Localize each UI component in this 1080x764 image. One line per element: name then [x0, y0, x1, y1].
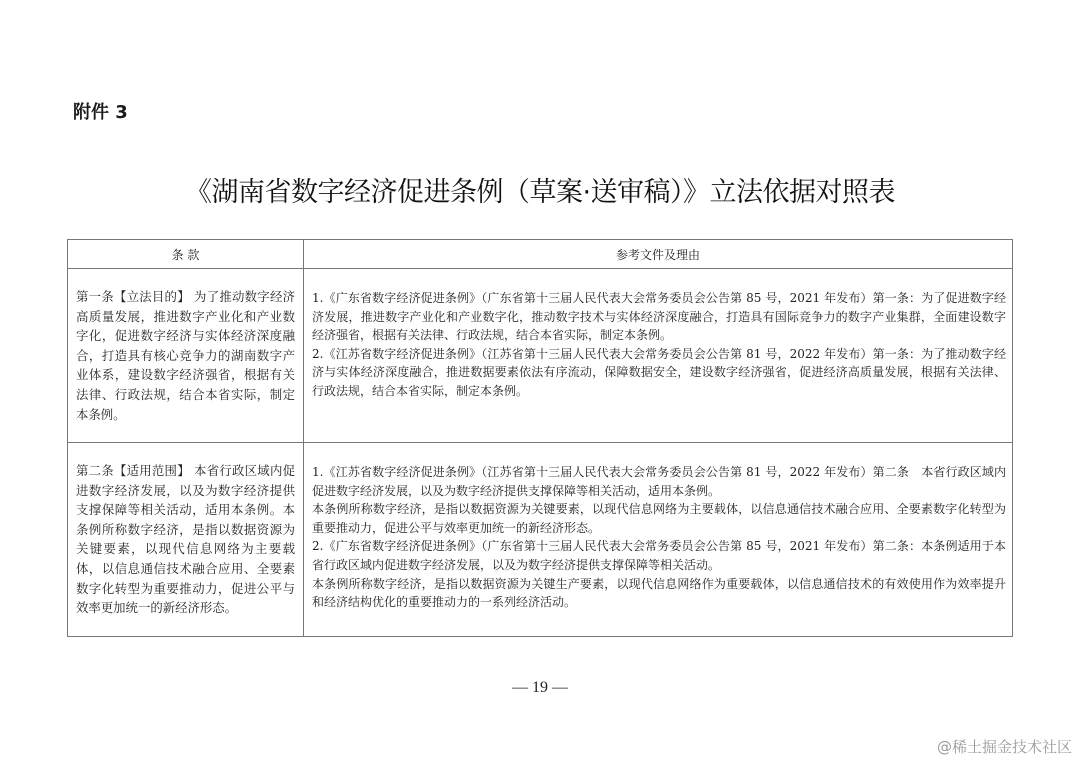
reference-paragraph: 2.《江苏省数字经济促进条例》（江苏省第十三届人民代表大会常务委员会公告第 81 号，2022 年发布）第一条：为了推动数字经济与实体经济深度融合，推进数据要素依法有序流动，保障数据安全，建设数字经济强省，促进经济高质量发展，根据有关法律、行政法规，结合本省实际，制定本条例。 [312, 346, 1006, 398]
header-references: 参考文件及理由 [304, 240, 1013, 269]
clause-cell [68, 269, 304, 443]
attachment-label: 附件 3 [73, 102, 128, 123]
clause-text: 第二条【适用范围】 本省行政区域内促进数字经济发展，以及为数字经济提供支撑保障等相关活动，适用本条例。本条例所称数字经济，是指以数据资源为关键要素，以现代信息网络为主要载体，以信息通信技术融合应用、全要素数字化转型为重要推动力，促进公平与效率更加统一的新经济形态。 [76, 463, 295, 616]
reference-cell [304, 269, 1013, 443]
reference-paragraph: 1.《广东省数字经济促进条例》（广东省第十三届人民代表大会常务委员会公告第 85 号，2021 年发布）第一条：为了促进数字经济发展，推进数字产业化和产业数字化，推动数字技术与实体经济深度融合，打造具有国际竞争力的数字产业集群，全面建设数字经济强省，根据有关法律、行政法规，结合本省实际，制定本条例。 [312, 291, 1006, 343]
page-number: — 19 — [512, 679, 568, 696]
table-header-row [68, 240, 1013, 269]
reference-paragraph: 本条例所称数字经济，是指以数据资源为关键要素，以现代信息网络为主要载体，以信息通信技术融合应用、全要素数字化转型为重要推动力，促进公平与效率更加统一的新经济形态。 [312, 502, 1006, 535]
header-clause: 条 款 [68, 240, 304, 269]
comparison-table [67, 239, 1013, 637]
reference-cell [304, 443, 1013, 637]
reference-paragraph: 1.《江苏省数字经济促进条例》（江苏省第十三届人民代表大会常务委员会公告第 81 号，2022 年发布）第二条 本省行政区域内促进数字经济发展，以及为数字经济提供支撑保障等相关活动，适用本条例。 [312, 465, 1006, 498]
table-row [68, 443, 1013, 637]
table-row [68, 269, 1013, 443]
reference-paragraph: 本条例所称数字经济，是指以数据资源为关键生产要素，以现代信息网络作为重要载体，以信息通信技术的有效使用作为效率提升和经济结构优化的重要推动力的一系列经济活动。 [312, 576, 1006, 610]
document-title: 《湖南省数字经济促进条例（草案·送审稿）》立法依据对照表 [184, 177, 896, 208]
reference-paragraph: 2.《广东省数字经济促进条例》（广东省第十三届人民代表大会常务委员会公告第 85 号，2021 年发布）第二条：本条例适用于本省行政区域内促进数字经济发展，以及为数字经济提供支撑保障等相关活动。 [312, 539, 1006, 572]
watermark: @稀土掘金技术社区 [936, 738, 1072, 756]
clause-text: 第一条【立法目的】 为了推动数字经济高质量发展，推进数字产业化和产业数字化，促进数字经济与实体经济深度融合，打造具有核心竞争力的湖南数字产业体系，建设数字经济强省，根据有关法律、行政法规，结合本省实际，制定本条例。 [76, 289, 295, 422]
clause-cell [68, 443, 304, 637]
